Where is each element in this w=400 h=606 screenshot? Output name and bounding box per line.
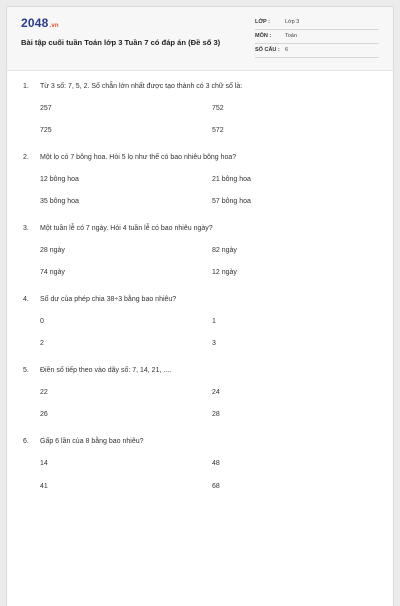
question-1 bbox=[23, 83, 242, 90]
question-5-option-b[interactable]: 24 bbox=[212, 389, 220, 396]
question-6-option-c[interactable]: 41 bbox=[40, 483, 48, 490]
logo-text: 2048 bbox=[21, 16, 49, 30]
question-2-option-c[interactable]: 35 bông hoa bbox=[40, 198, 79, 205]
question-2-option-a[interactable]: 12 bông hoa bbox=[40, 176, 79, 183]
meta-label: SỐ CÂU : bbox=[255, 47, 280, 53]
meta-value: Lớp 3 bbox=[285, 19, 300, 25]
question-6-option-b[interactable]: 48 bbox=[212, 460, 220, 467]
question-text: Một lọ có 7 bông hoa. Hỏi 5 lọ như thế có bao nhiêu bông hoa? bbox=[40, 154, 237, 161]
question-5-option-a[interactable]: 22 bbox=[40, 389, 48, 396]
question-text: Điền số tiếp theo vào dãy số: 7, 14, 21, .... bbox=[40, 367, 172, 374]
meta-value: 6 bbox=[285, 47, 289, 53]
question-1-option-c[interactable]: 725 bbox=[40, 127, 52, 134]
question-1-option-a[interactable]: 257 bbox=[40, 105, 52, 112]
question-text: Một tuần lễ có 7 ngày. Hỏi 4 tuần lễ có bao nhiêu ngày? bbox=[40, 225, 213, 232]
worksheet-header bbox=[7, 7, 393, 71]
question-4 bbox=[23, 296, 176, 303]
question-2 bbox=[23, 154, 236, 161]
meta-row-count bbox=[255, 44, 379, 58]
question-4-option-c[interactable]: 2 bbox=[40, 340, 44, 347]
question-5-option-c[interactable]: 26 bbox=[40, 411, 48, 418]
question-1-option-d[interactable]: 572 bbox=[212, 127, 224, 134]
question-6-option-a[interactable]: 14 bbox=[40, 460, 48, 467]
question-6-option-d[interactable]: 68 bbox=[212, 483, 220, 490]
question-number: 2. bbox=[23, 154, 29, 161]
question-number: 1. bbox=[23, 83, 29, 90]
meta-label: MÔN : bbox=[255, 33, 272, 39]
question-3-option-b[interactable]: 82 ngày bbox=[212, 247, 237, 254]
question-2-option-d[interactable]: 57 bông hoa bbox=[212, 198, 251, 205]
question-3-option-c[interactable]: 74 ngày bbox=[40, 269, 65, 276]
question-6 bbox=[23, 438, 144, 445]
question-text: Số dư của phép chia 38÷3 bằng bao nhiêu? bbox=[40, 296, 177, 303]
worksheet-title: Bài tập cuối tuần Toán lớp 3 Tuần 7 có đáp án (Đề số 3) bbox=[21, 38, 221, 47]
question-1-option-b[interactable]: 752 bbox=[212, 105, 224, 112]
question-4-option-a[interactable]: 0 bbox=[40, 318, 44, 325]
question-5-option-d[interactable]: 28 bbox=[212, 411, 220, 418]
question-5 bbox=[23, 367, 171, 374]
question-number: 6. bbox=[23, 438, 29, 445]
question-3-option-a[interactable]: 28 ngày bbox=[40, 247, 65, 254]
worksheet bbox=[6, 6, 394, 606]
meta-row-subject bbox=[255, 30, 379, 44]
question-3 bbox=[23, 225, 213, 232]
meta-label: LỚP : bbox=[255, 19, 270, 25]
question-text: Từ 3 số: 7, 5, 2. Số chẵn lớn nhất được tạo thành có 3 chữ số là: bbox=[40, 83, 243, 90]
logo-suffix: .vn bbox=[49, 23, 59, 29]
question-4-option-d[interactable]: 3 bbox=[212, 340, 216, 347]
site-logo[interactable] bbox=[21, 16, 59, 30]
question-number: 4. bbox=[23, 296, 29, 303]
question-4-option-b[interactable]: 1 bbox=[212, 318, 216, 325]
question-number: 5. bbox=[23, 367, 29, 374]
meta-row-class bbox=[255, 16, 379, 30]
question-3-option-d[interactable]: 12 ngày bbox=[212, 269, 237, 276]
question-2-option-b[interactable]: 21 bông hoa bbox=[212, 176, 251, 183]
question-number: 3. bbox=[23, 225, 29, 232]
question-text: Gấp 6 lần của 8 bằng bao nhiêu? bbox=[40, 438, 144, 445]
meta-value: Toán bbox=[285, 33, 297, 39]
